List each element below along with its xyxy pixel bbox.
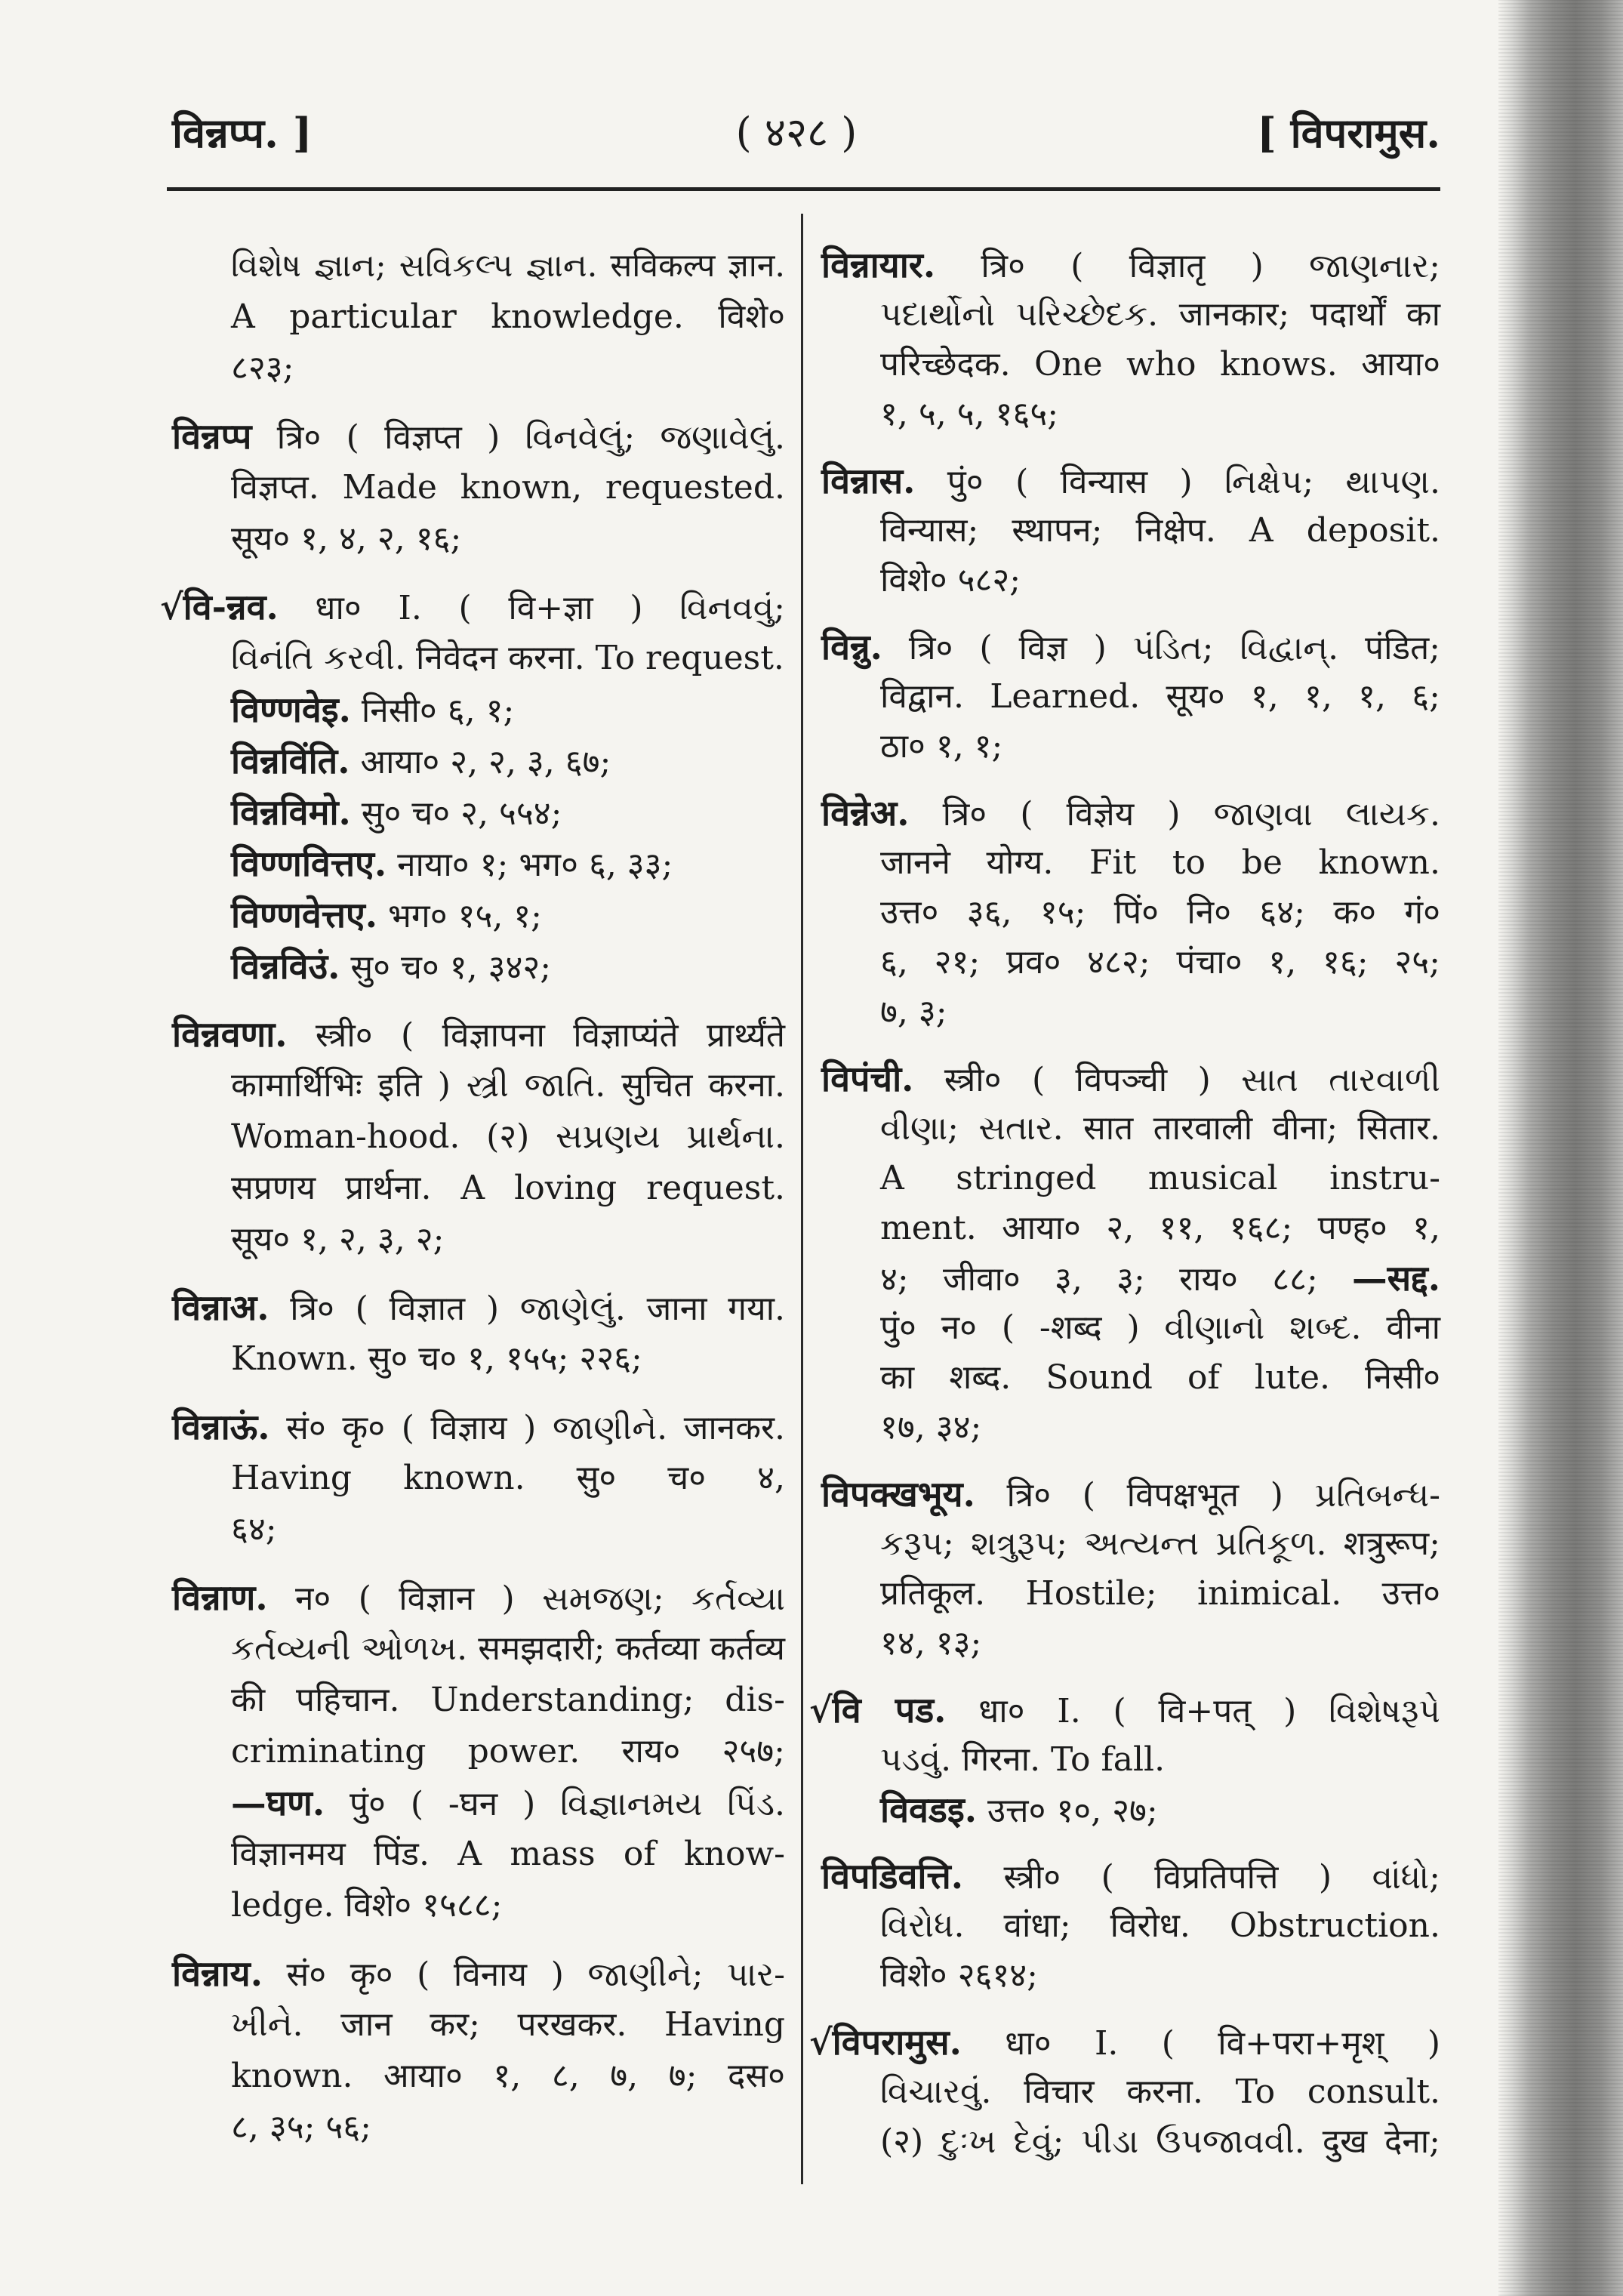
entry-text: पुं० ( विन्यास ) નિક્ષેપ; થાપણ. xyxy=(915,463,1440,501)
entry-text: विज्ञानमय पिंड. A mass of know- xyxy=(231,1835,785,1873)
inflected-form: विवडइ. xyxy=(880,1789,977,1830)
inflected-form: विण्णवेइ. xyxy=(231,689,351,730)
entry-line xyxy=(172,411,785,462)
dictionary-entry xyxy=(821,456,1440,606)
entry-text: विशे० ५८२; xyxy=(880,561,1021,599)
inflected-form-line xyxy=(821,1785,1440,1835)
binding-shadow xyxy=(1498,0,1623,2296)
compound-headword: —सद्द. xyxy=(1352,1257,1440,1299)
page-number: ( ४२८ ) xyxy=(735,109,858,156)
dictionary-entry xyxy=(809,2017,1440,2167)
entry-line xyxy=(172,343,785,394)
entry-line xyxy=(821,1851,1440,1901)
entry-line xyxy=(821,1303,1440,1353)
inflected-form: विण्णवित्तए. xyxy=(231,843,387,884)
entry-line xyxy=(172,1060,785,1111)
entry-text: निसी० ६, १; xyxy=(350,692,515,730)
entry-text: नाया० १; भग० ६, ३३; xyxy=(387,846,673,884)
entry-line xyxy=(821,672,1440,722)
dictionary-entry xyxy=(821,788,1440,1037)
entry-line xyxy=(172,240,785,291)
entry-text: A particular knowledge. विशे० xyxy=(231,297,785,336)
entry-text: उत्त० ३६, १५; पिं० नि० ६४; क० गं० xyxy=(880,893,1440,932)
entry-line xyxy=(172,1333,785,1385)
entry-line xyxy=(172,1401,785,1453)
entry-line xyxy=(172,1726,785,1777)
entry-text: कामार्थिभिः इति ) સ્ત્રી જાતિ. सुचित करना. xyxy=(231,1066,785,1105)
entry-line xyxy=(821,838,1440,888)
entry-line xyxy=(821,1469,1440,1519)
header-left-guide-word: विन्नप्प. ] xyxy=(172,109,313,157)
headword: √वि पड. xyxy=(809,1689,947,1730)
headword: विन्नु. xyxy=(821,626,882,667)
headword: विन्नायार. xyxy=(821,244,936,285)
inflected-form-line xyxy=(172,838,785,889)
entry-line xyxy=(821,390,1440,439)
entry-line xyxy=(821,1203,1440,1253)
entry-text: ६४; xyxy=(231,1510,277,1549)
entry-text: વિશેષ જ્ઞાન; સવિકલ્પ જ્ઞાન. सविकल्प ज्ञान. xyxy=(231,247,785,285)
entry-text: त्रि० ( विज्ञात ) જાણેલું. जाना गया. xyxy=(269,1290,785,1328)
entry-text: त्रि० ( विपक्षभूत ) પ્રતિબન્ધ- xyxy=(975,1476,1440,1515)
inflected-form: विण्णवेत्तए. xyxy=(231,894,378,935)
headword: विपंची. xyxy=(821,1058,914,1099)
entry-line xyxy=(821,1154,1440,1203)
dictionary-entry xyxy=(172,1948,785,2153)
entry-line xyxy=(821,1519,1440,1569)
dictionary-entry xyxy=(172,411,785,565)
headword: विपक्खभूय. xyxy=(821,1473,975,1515)
entry-line xyxy=(172,1572,785,1623)
entry-line xyxy=(821,506,1440,556)
entry-text: सु० च० १, ३४२; xyxy=(340,948,552,987)
entry-line xyxy=(821,2117,1440,2167)
entry-line xyxy=(172,2102,785,2153)
entry-line xyxy=(821,240,1440,290)
entry-line xyxy=(172,1504,785,1555)
entry-line xyxy=(821,1735,1440,1785)
entry-text: जानने योग्य. Fit to be known. xyxy=(880,843,1440,882)
headword: विन्नाय. xyxy=(172,1952,263,1994)
entry-text: धा० I. ( वि+पत् ) વિશેષરૂપે xyxy=(946,1692,1440,1730)
entry-line xyxy=(821,2067,1440,2117)
inflected-form-line xyxy=(172,787,785,838)
dictionary-entry xyxy=(809,1685,1440,1835)
entry-line xyxy=(821,722,1440,772)
entry-text: વિચારવું. विचार करना. To consult. xyxy=(880,2073,1440,2111)
compound-headword: —घण. xyxy=(231,1782,325,1823)
entry-text: आया० २, २, ३, ६७; xyxy=(350,743,611,781)
dictionary-entry xyxy=(821,1851,1440,2001)
entry-line xyxy=(821,888,1440,938)
dictionary-entry xyxy=(821,1469,1440,1669)
entry-text: का शब्द. Sound of lute. निसी० xyxy=(880,1358,1440,1397)
entry-text: सूय० १, ४, २, १६; xyxy=(231,519,462,558)
entry-line xyxy=(172,633,785,684)
entry-text: सं० कृ० ( विनाय ) જાણીને; પાર- xyxy=(262,1955,785,1994)
inflected-form: विन्नविउं. xyxy=(231,945,340,987)
header-rule xyxy=(167,187,1440,191)
entry-line xyxy=(172,1623,785,1675)
entry-text: उत्त० १०, २७; xyxy=(977,1792,1158,1830)
headword: विपडिवत्ति. xyxy=(821,1855,963,1897)
entry-text: स्त्री० ( विप्रतिपत्ति ) વાંધો; xyxy=(962,1858,1440,1897)
entry-text: Known. सु० च० १, १५५; २२६; xyxy=(231,1339,642,1378)
entry-line xyxy=(821,1104,1440,1154)
entry-line xyxy=(821,290,1440,340)
entry-text: स्त्री० ( विपञ्ची ) સાત તારવાળી xyxy=(913,1061,1440,1099)
entry-line xyxy=(172,1999,785,2051)
header-right-guide-word: [ विपरामुस. xyxy=(1257,109,1440,157)
entry-line xyxy=(821,1403,1440,1453)
entry-text: सप्रणय प्रार्थना. A loving request. xyxy=(231,1169,785,1207)
dictionary-entry xyxy=(821,622,1440,772)
dictionary-entry xyxy=(172,1009,785,1265)
entry-line xyxy=(821,988,1440,1037)
entry-text: की पहिचान. Understanding; dis- xyxy=(231,1681,785,1719)
entry-text: કરૂપ; શત્રુરૂપ; અત્યન્ત પ્રતિકૂળ. शत्रुरूप; xyxy=(880,1524,1440,1563)
column-divider xyxy=(801,214,803,2184)
entry-text: criminating power. राय० २५७; xyxy=(231,1732,785,1771)
entry-line xyxy=(821,456,1440,506)
entry-line xyxy=(172,513,785,565)
entry-line xyxy=(821,1619,1440,1669)
entry-text: ४; जीवा० ३, ३; राय० ८८; xyxy=(880,1260,1353,1299)
inflected-form-line xyxy=(172,684,785,735)
dictionary-entry xyxy=(172,1401,785,1555)
inflected-form: विन्नविमो. xyxy=(231,791,351,833)
entry-text: विज्ञप्त. Made known, requested. xyxy=(231,468,785,507)
headword: √विपरामुस. xyxy=(809,2021,962,2063)
headword: विन्नेअ. xyxy=(821,792,910,834)
entry-text: त्रि० ( विज्ञ ) પંડિત; વિદ્વાન્. पंडित; xyxy=(882,629,1440,667)
dictionary-entry xyxy=(172,240,785,394)
headword: विन्नाण. xyxy=(172,1576,268,1618)
entry-text: १७, ३४; xyxy=(880,1408,982,1447)
entry-line xyxy=(821,1901,1440,1951)
entry-text: धा० I. ( वि+ज्ञा ) વિનવવું; xyxy=(278,589,785,627)
right-column xyxy=(809,240,1440,2184)
entry-line xyxy=(172,2051,785,2102)
entry-text: विशे० २६१४; xyxy=(880,1956,1038,1995)
entry-line xyxy=(172,1948,785,1999)
entry-text: धा० I. ( वि+परा+मृश् ) xyxy=(961,2024,1440,2063)
entry-line xyxy=(821,938,1440,988)
entry-line xyxy=(172,1880,785,1931)
entry-text: त्रि० ( विज्ञप्त ) વિનવેલું; જણાવેલું. xyxy=(251,418,785,457)
entry-text: (२) દુઃખ દેવું; પીડા ઉપજાવવી. दुख देना; xyxy=(880,2122,1440,2161)
inflected-form: विन्नविंति. xyxy=(231,740,350,781)
headword: √वि-न्नव. xyxy=(160,586,279,627)
entry-text: કર્તવ્યની ઓળખ. समझदारी; कर्तव्या कर्तव्य xyxy=(231,1629,785,1668)
entry-text: सु० च० २, ५५४; xyxy=(350,794,562,833)
entry-line xyxy=(821,1569,1440,1619)
entry-text: ७, ३; xyxy=(880,993,947,1031)
entry-line xyxy=(172,291,785,343)
entry-line xyxy=(172,1777,785,1829)
entry-line xyxy=(160,581,785,633)
entry-text: १, ५, ५, १६५; xyxy=(880,395,1059,433)
entry-text: પડવું. गिरना. To fall. xyxy=(880,1740,1166,1779)
entry-line xyxy=(821,340,1440,390)
entry-line xyxy=(172,1453,785,1504)
left-column xyxy=(160,240,785,2170)
dictionary-entry xyxy=(172,1282,785,1385)
entry-line xyxy=(172,1111,785,1163)
entry-text: Having known. सु० च० ४, xyxy=(231,1459,785,1497)
entry-text: त्रि० ( विज्ञेय ) જાણવા લાયક. xyxy=(909,795,1440,834)
dictionary-entry xyxy=(821,1054,1440,1453)
entry-text: ठा० १, १; xyxy=(880,727,1003,766)
entry-line xyxy=(821,622,1440,672)
entry-line xyxy=(172,1163,785,1214)
entry-line xyxy=(821,1951,1440,2001)
entry-line xyxy=(809,2017,1440,2067)
entry-text: known. आया० १, ८, ७, ७; दस० xyxy=(231,2057,785,2095)
entry-text: વિરોધ. वांधा; विरोध. Obstruction. xyxy=(880,1906,1440,1945)
entry-text: विद्वान. Learned. सूय० १, १, १, ६; xyxy=(880,677,1440,716)
entry-line xyxy=(172,1282,785,1333)
entry-line xyxy=(821,556,1440,606)
entry-text: ખીને. जान कर; परखकर. Having xyxy=(231,2005,785,2044)
entry-text: ८२३; xyxy=(231,349,294,387)
entry-text: पुं० ( -घन ) વિજ્ઞાનમય પિંડ. xyxy=(325,1785,785,1823)
entry-text: परिच्छेदक. One who knows. आया० xyxy=(880,345,1440,384)
entry-text: न० ( विज्ञान ) સમજણ; કર્તવ્યા xyxy=(267,1579,785,1618)
headword: विन्नास. xyxy=(821,460,916,501)
dictionary-entry xyxy=(821,240,1440,439)
entry-text: भग० १५, १; xyxy=(377,897,543,935)
dictionary-entry xyxy=(160,581,785,992)
entry-line xyxy=(821,1253,1440,1303)
entry-line xyxy=(172,462,785,513)
entry-text: Woman-hood. (२) સપ્રણય પ્રાર્થના. xyxy=(231,1117,785,1156)
headword: विन्नप्प xyxy=(172,415,252,457)
inflected-form-line xyxy=(172,735,785,787)
entry-text: ८, ३५; ५६; xyxy=(231,2108,372,2147)
entry-text: पुं० न० ( -शब्द ) વીણાનો શબ્દ. वीना xyxy=(880,1308,1440,1347)
inflected-form-line xyxy=(172,941,785,992)
entry-line xyxy=(172,1009,785,1060)
entry-text: ६, २१; प्रव० ४८२; पंचा० १, १६; २५; xyxy=(880,943,1440,982)
entry-text: વિનંતિ કરવી. निवेदन करना. To request. xyxy=(231,639,784,677)
entry-line xyxy=(821,1054,1440,1104)
entry-text: स्त्री० ( विज्ञापना विज्ञाप्यंते प्रार्थ्यंते xyxy=(287,1016,785,1055)
entry-text: A stringed musical instru- xyxy=(880,1159,1440,1197)
entry-line xyxy=(821,1353,1440,1403)
entry-text: सं० कृ० ( विज्ञाय ) જાણીને. जानकर. xyxy=(269,1409,785,1447)
entry-text: १४, १३; xyxy=(880,1624,982,1663)
entry-text: त्रि० ( विज्ञातृ ) જાણનાર; xyxy=(935,247,1440,285)
entry-text: प्रतिकूल. Hostile; inimical. उत्त० xyxy=(880,1574,1440,1613)
inflected-form-line xyxy=(172,889,785,941)
headword: विन्नवणा. xyxy=(172,1013,288,1055)
entry-text: વીણા; સતાર. सात तारवाली वीना; सितार. xyxy=(880,1109,1440,1148)
entry-text: પદાર્થોનો પરિચ્છેદક. जानकार; पदार्थों का xyxy=(880,295,1440,334)
entry-text: ment. आया० २, ११, १६८; पण्ह० १, xyxy=(880,1209,1440,1247)
headword: विन्नाअ. xyxy=(172,1287,269,1328)
headword: विन्नाऊं. xyxy=(172,1406,270,1447)
entry-text: विन्यास; स्थापन; निक्षेप. A deposit. xyxy=(880,511,1440,550)
dictionary-entry xyxy=(172,1572,785,1931)
entry-line xyxy=(172,1829,785,1880)
entry-text: ledge. विशे० १५८८; xyxy=(231,1886,503,1925)
entry-line xyxy=(172,1214,785,1265)
entry-line xyxy=(172,1675,785,1726)
entry-text: सूय० १, २, ३, २; xyxy=(231,1220,445,1259)
entry-line xyxy=(809,1685,1440,1735)
entry-line xyxy=(821,788,1440,838)
